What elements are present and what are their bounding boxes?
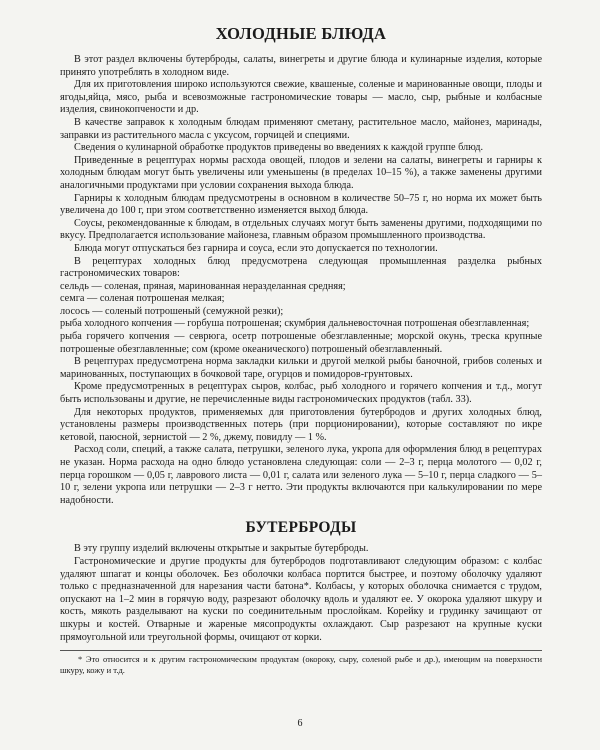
paragraph: Гастрономические и другие продукты для бутербродов подготавливают следующим образом: с колбас удаляют шпагат и концы оболочек. Без оболочки колбаса портится быстрее, и поэтому оболочку удаляют только с предназначенной для нарезания части батона*. Колбасы, у которых оболочка снимается с трудом, опускают на 1–2 мин в горячую воду, разрезают оболочку вдоль и удаляют ее. У окорока удаляют шкуру и кость, мякоть разделывают на куски по соединительным прослойкам. Корейку и грудинку зачищают от шкуры и костей. Отварные и жареные мясопродукты охлаждают. Сыр разрезают на крупные куски прямоугольной или треугольной формы, очищают от корки. bbox=[60, 555, 542, 643]
footnote bbox=[60, 650, 542, 675]
footnote-text: * Это относится и к другим гастрономическим продуктам (окороку, сыру, соленой рыбе и др.), имеющим на поверхности шкуру, кожу и т.д. bbox=[60, 654, 542, 675]
paragraph: Кроме предусмотренных в рецептурах сыров, колбас, рыб холодного и горячего копчения и т.д., могут быть использованы и другие, не перечисленные виды гастрономических продуктов (табл. 33). bbox=[60, 381, 542, 406]
section-heading: БУТЕРБРОДЫ bbox=[245, 519, 357, 537]
paragraph: В рецептурах холодных блюд предусмотрена следующая промышленная разделка рыбных гастрономических товаров: bbox=[60, 255, 542, 280]
fish-cut-list bbox=[60, 281, 542, 357]
paragraph: В эту группу изделий включены открытые и закрытые бутерброды. bbox=[74, 543, 369, 555]
paragraph: Для их приготовления широко используются свежие, квашеные, соленые и маринованные овощи, плоды и ягоды,яйца, мясо, рыба и всевозможные гастрономические товары — масло, сыр, рыбные и колбасные изделия, свинокопчености и др. bbox=[60, 79, 542, 116]
list-item: рыба холодного копчения — горбуша потрошеная; скумбрия дальневосточная потрошеная обезглавленная; bbox=[60, 318, 530, 330]
paragraph: Расход соли, специй, а также салата, петрушки, зеленого лука, укропа для оформления блюд в рецептурах не указан. Норма расхода на одно блюдо установлена следующая: соли — 2–3 г, перца молотого — 0,02 г, перца горошком — 0,05 г, лаврового листа — 0,01 г, салата или зеленого лука — 5–10 г, перца сладкого — 5–10 г, зелени укропа или петрушки — 2–3 г нетто. Эти продукты включаются при калькулировании по мере надобности. bbox=[60, 444, 542, 506]
paragraph: Блюда могут отпускаться без гарнира и соуса, если это допускается по технологии. bbox=[74, 242, 438, 254]
page-body bbox=[60, 24, 542, 675]
page-number: 6 bbox=[297, 718, 303, 729]
list-item: сельдь — соленая, пряная, маринованная неразделанная средняя; bbox=[60, 280, 346, 292]
list-item: семга — соленая потрошеная мелкая; bbox=[60, 293, 225, 305]
paragraph: Гарниры к холодным блюдам предусмотрены в основном в количестве 50–75 г, но норма их может быть увеличена до 100 г, при этом соответственно изменяется выход блюда. bbox=[60, 192, 542, 217]
paragraph: Соусы, рекомендованные к блюдам, в отдельных случаях могут быть заменены другими, подходящими по вкусу. Предполагается использование майонеза, главным образом промышленного производства. bbox=[60, 217, 542, 242]
sandwich-section bbox=[60, 543, 542, 644]
paragraph: В этот раздел включены бутерброды, салаты, винегреты и другие блюда и кулинарные изделия, которые принято употреблять в холодном виде. bbox=[60, 54, 542, 78]
page-title: ХОЛОДНЫЕ БЛЮДА bbox=[215, 24, 387, 43]
paragraph: Приведенные в рецептурах нормы расхода овощей, плодов и зелени на салаты, винегреты и гарниры к холодным блюдам могут быть увеличены или уменьшены (в пределах 10–15 %), а также заменены другими аналогичными продуктами при условии сохранения выхода блюда. bbox=[60, 154, 542, 191]
paragraph: В качестве заправок к холодным блюдам применяют сметану, растительное масло, майонез, маринады, заправки из растительного масла с уксусом, горчицей и специями. bbox=[60, 116, 542, 141]
paragraph: Для некоторых продуктов, применяемых для приготовления бутербродов и других холодных блюд, установлены размеры производственных потерь (при порционировании), которые составляют по икре кетовой, паюсной, зернистой — 2 %, джему, повидлу — 1 %. bbox=[60, 406, 542, 443]
list-item: лосось — соленый потрошеный (семужной резки); bbox=[60, 305, 284, 317]
intro-section bbox=[60, 54, 542, 281]
after-section bbox=[60, 356, 542, 507]
list-item: рыба горячего копчения — севрюга, осетр потрошеные обезглавленные; морской окунь, треска крупные потрошеные обезглавленные; сом (кроме океанического) потрошеный обезглавленный. bbox=[60, 331, 542, 355]
paragraph: Сведения о кулинарной обработке продуктов приведены во введениях к каждой группе блюд. bbox=[74, 142, 484, 154]
paragraph: В рецептурах предусмотрена норма закладки кильки и другой мелкой рыбы баночной, грибов соленых и маринованных, поступающих в бочковой таре, огурцов и помидоров-грунтовых. bbox=[60, 356, 542, 380]
